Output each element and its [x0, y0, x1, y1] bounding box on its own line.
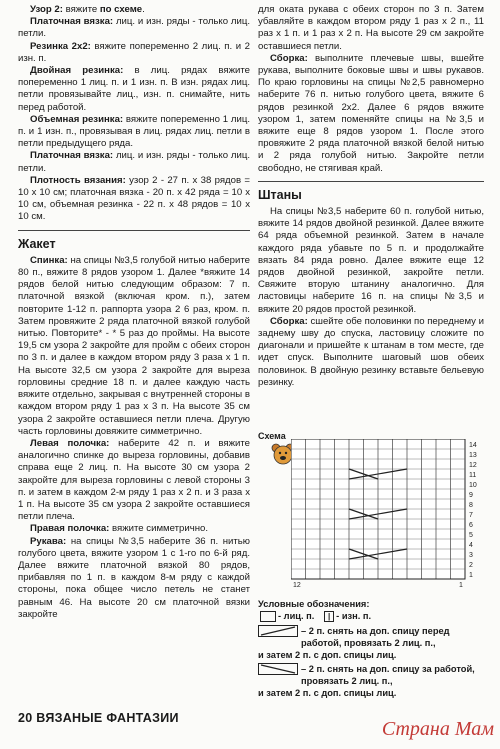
- cable-right-icon: [258, 625, 298, 637]
- knitting-chart: [258, 431, 490, 593]
- volume-rib-paragraph: [18, 114, 250, 151]
- row-number: 2: [469, 562, 473, 569]
- pattern2-paragraph: [18, 4, 250, 16]
- column-number: 12: [293, 582, 301, 587]
- row-number: 1: [469, 572, 473, 579]
- text: лиц. и изн. ряды - только лиц. петли.: [18, 16, 251, 40]
- term: Платочная вязка:: [30, 150, 114, 162]
- assembly-paragraph: [258, 53, 484, 175]
- back-paragraph: [18, 255, 250, 438]
- term: Двойная резинка:: [30, 65, 124, 77]
- term: Плотность вязания:: [30, 174, 126, 186]
- cable-left-icon: [258, 663, 298, 675]
- chart-title: Схема: [258, 431, 286, 441]
- legend-purl: - изн. п.: [336, 611, 372, 621]
- term: Правая полочка:: [30, 523, 110, 535]
- row-number: 11: [469, 472, 477, 479]
- watermark: Страна Мам: [381, 718, 494, 740]
- term: Узор 2:: [30, 4, 63, 15]
- row-number: 13: [469, 452, 477, 459]
- purl-stitch-icon: |: [324, 611, 334, 622]
- legend-cable-left-text: – 2 п. снять на доп. спицу за работой, провязать 2 лиц. п.,: [301, 664, 475, 687]
- column-number: 1: [459, 582, 463, 587]
- text: вяжите: [62, 4, 100, 15]
- page-footer: [18, 711, 179, 725]
- term: Платочная вязка:: [30, 16, 114, 28]
- text: узор 2 - 27 п. х 38 рядов = 10 х 10 см; платочная вязка - 20 п. х 42 ряда = 10 х 10 см, объемная резинка - 22 п. х 48 рядов = 10 х 10 см.: [18, 174, 250, 223]
- legend-knit: - лиц. п.: [278, 611, 315, 621]
- left-column: [18, 4, 250, 621]
- text: лиц. и изн. ряды - только лиц. петли.: [18, 150, 251, 174]
- legend-title: Условные обозначения:: [258, 599, 370, 609]
- row-number: 9: [469, 492, 473, 499]
- chart-grid: [291, 439, 487, 587]
- right-column: [258, 4, 484, 389]
- legend-basic: [258, 610, 490, 622]
- divider: [258, 181, 484, 182]
- magazine-title: ВЯЗАНЫЕ ФАНТАЗИИ: [36, 711, 179, 725]
- text: на спицы №3,5 голубой нитью наберите 80 п., вяжите 8 рядов узором 1. Далее *вяжите 14 рядов белой нитью следующим образом: 7 п. платочной вязкой (включая кром. п.), затем повторите 1-12 п. раппорта узора 2 6 раз, кром. п. Затем провяжите 2 ряда платочной вязкой голубой нитью. Повторите* - * 5 раз до проймы. На высоте 19,5 см узора 2 закройте для пройм с обеих сторон по 3 п. и далее в каждом втором ряду 3 раза х 1 п. На высоте 32,5 см узора 2 закройте для выреза горловины средние 18 п. и далее каждую часть вяжите отдельно, закрывая с внутренней стороны в каждом втором ряду 1 раз х 3 п. На высоте 35 см узора 2 закройте оставшиеся петли плеча. Другую часть горловины довяжите симметрично.: [18, 254, 250, 437]
- legend-cable-right-text: – 2 п. снять на доп. спицу перед работой, провязать 2 лиц. п.,: [301, 626, 450, 649]
- row-number: 4: [469, 542, 473, 549]
- knit-stitch-icon: [260, 611, 276, 622]
- rib2x2-paragraph: [18, 41, 250, 65]
- pants-paragraph: На спицы №3,5 наберите 60 п. голубой нитью, вяжите 14 рядов двойной резинкой. Далее вяжите 64 ряда объемной резинкой. Затем в начале каждого ряда убавьте по 5 п. и продолжайте вязать 84 ряда ровно. Далее вяжите еще 12 рядов двойной резинкой, закройте петли. Свяжите вторую штанину аналогично. Для ластовицы наберите 16 п. на спицы №3,5 и вяжите 20 рядов простой резинкой.: [258, 206, 484, 315]
- row-number: 8: [469, 502, 473, 509]
- term: Левая полочка:: [30, 437, 110, 449]
- gauge-paragraph: [18, 175, 250, 224]
- garter-paragraph-2: [18, 150, 250, 174]
- term: Сборка:: [270, 315, 308, 327]
- text: вяжите попеременно 1 лиц. п. и 1 изн. п., провязывая в лиц. рядах лиц. петли в петли предыдущего ряда.: [18, 113, 251, 150]
- text: сшейте обе половинки по переднему и заднему шву до спуска, ластовицу сложите по диагонали и пришейте к штанам в том месте, где идет спуск. Выполните шаговый шов обеих половинок. В двойную резинку вставьте бельевую резинку.: [258, 315, 484, 388]
- row-number: 5: [469, 532, 473, 539]
- row-number: 12: [469, 462, 477, 469]
- legend-cable-left: [258, 663, 490, 687]
- term: Спинка:: [30, 254, 68, 266]
- left-front-paragraph: [18, 438, 250, 523]
- divider: [18, 230, 250, 231]
- term: Объемная резинка:: [30, 113, 124, 125]
- text: вяжите попеременно 2 лиц. п. и 2 изн. п.: [18, 40, 250, 64]
- text: .: [142, 4, 145, 15]
- text: на спицы №3,5 наберите 36 п. нитью голубого цвета, вяжите узором 1 с 1-го по 6-й ряд. Далее вяжите платочной вязкой 80 рядов, прибавляя по 1 п. в каждом 8-м ряду с каждой стороны, пока общее число петель не станет равным 46. На высоте 20 см платочной вязки закройте: [18, 535, 250, 620]
- text: в лиц. рядах вяжите попеременно 1 лиц. п. и 1 изн. п. В изн. рядах лиц. петли провязывайте лиц., изн. п. снимайте, нить перед работой.: [18, 65, 250, 113]
- row-number: 7: [469, 512, 473, 519]
- row-number: 3: [469, 552, 473, 559]
- legend-cable-right: [258, 625, 490, 649]
- text: выполните плечевые швы, вшейте рукава, выполните боковые швы и швы рукавов. По краю горловины на спицы №2,5 равномерно наберите 76 п. нитью голубого цвета, вяжите 6 рядов резинкой 2х2. Далее 6 рядов вяжите узором 1, затем поменяйте спицы на №3,5 и вяжите еще 8 рядов узором 1. После этого провяжите 2 ряда платочной вязкой белой нитью и 2 ряда голубой нитью. Закройте петли свободно, не стягивая край.: [258, 52, 484, 174]
- term: Сборка:: [270, 52, 308, 64]
- page-number: 20: [18, 711, 33, 725]
- legend: [258, 598, 490, 699]
- pants-assembly-paragraph: [258, 316, 484, 389]
- legend-cable-left-text-2: и затем 2 п. с доп. спицы лиц.: [258, 688, 397, 699]
- text: наберите 42 п. и вяжите аналогично спинке до выреза горловины, добавив справа еще 2 лиц. п. На высоте 30 см узора 2 закройте для выреза горловины с левой стороны 3 п. и затем в каждом 2-м ряду 1 раз х 2 п. и 3 раза х 1 п. На высоте 35 см узора 2 закройте оставшиеся петли плеча.: [18, 437, 250, 523]
- term: по схеме: [99, 4, 143, 15]
- term: Резинка 2х2:: [30, 40, 91, 52]
- text: вяжите симметрично.: [109, 523, 209, 535]
- row-number: 10: [469, 482, 477, 489]
- sleeves-paragraph: [18, 536, 250, 621]
- row-number: 6: [469, 522, 473, 529]
- jacket-heading: Жакет: [18, 236, 56, 251]
- sleeves-continued-paragraph: для оката рукава с обеих сторон по 3 п. Затем убавляйте в каждом втором ряду 1 раз х 2 п., 11 раз х 1 п. и 1 раз х 2 п. На высоте 29 см закройте оставшиеся петли.: [258, 4, 484, 52]
- pants-heading: Штаны: [258, 187, 302, 202]
- legend-cable-right-text-2: и затем 2 п. с доп. спицы лиц.: [258, 650, 397, 661]
- double-rib-paragraph: [18, 65, 250, 114]
- garter-paragraph: [18, 16, 250, 40]
- right-front-paragraph: [18, 523, 250, 535]
- row-number: 14: [469, 442, 477, 449]
- term: Рукава:: [30, 535, 67, 547]
